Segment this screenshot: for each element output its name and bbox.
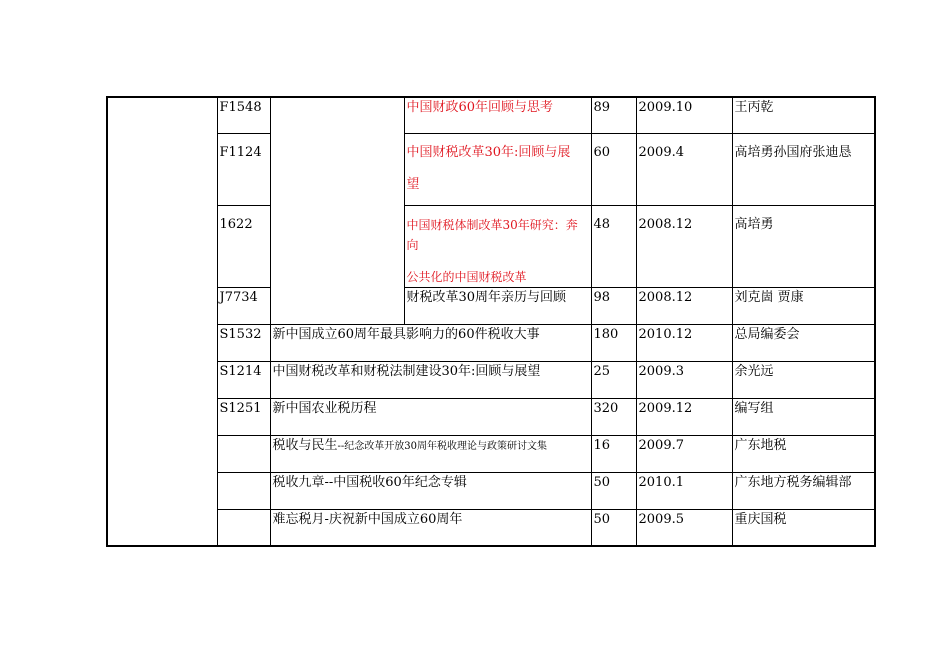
- pages-cell: 16: [591, 435, 636, 472]
- code-cell: F1548: [217, 97, 270, 133]
- table-row: [107, 435, 875, 472]
- table-row: [107, 398, 875, 435]
- table-row: [107, 97, 875, 133]
- author-cell: 重庆国税: [732, 509, 875, 546]
- code-cell: J7734: [217, 287, 270, 324]
- author-cell: 余光远: [732, 361, 875, 398]
- table-row: [107, 509, 875, 546]
- title-cell: [270, 435, 591, 472]
- title-line-1: 中国财税体制改革30年研究：奔向: [406, 217, 578, 252]
- date-cell: 2009.4: [636, 133, 732, 205]
- pages-cell: 25: [591, 361, 636, 398]
- code-cell: S1251: [217, 398, 270, 435]
- table-row: [107, 472, 875, 509]
- title-main: 税收与民生: [272, 437, 338, 453]
- pages-cell: 48: [591, 205, 636, 287]
- pages-cell: 98: [591, 287, 636, 324]
- pages-cell: 50: [591, 472, 636, 509]
- author-cell: 高培勇: [732, 205, 875, 287]
- table-row: [107, 287, 875, 324]
- title-cell: [404, 205, 591, 287]
- title-cell: 税收九章--中国税收60年纪念专辑: [270, 472, 591, 509]
- title-cell: 新中国农业税历程: [270, 398, 591, 435]
- date-cell: 2009.3: [636, 361, 732, 398]
- date-cell: 2009.7: [636, 435, 732, 472]
- pages-cell: 50: [591, 509, 636, 546]
- title-cell: 中国财税改革和财税法制建设30年:回顾与展望: [270, 361, 591, 398]
- pages-cell: 89: [591, 97, 636, 133]
- merged-blank-cell: [270, 97, 404, 324]
- code-cell: 1622: [217, 205, 270, 287]
- table-row: [107, 324, 875, 361]
- code-cell: [217, 509, 270, 546]
- pages-cell: 60: [591, 133, 636, 205]
- code-cell: [217, 435, 270, 472]
- table-row: [107, 133, 875, 205]
- code-cell: S1532: [217, 324, 270, 361]
- author-cell: 编写组: [732, 398, 875, 435]
- date-cell: 2009.10: [636, 97, 732, 133]
- title-line-2: 望: [406, 176, 420, 192]
- date-cell: 2008.12: [636, 287, 732, 324]
- title-cell: [404, 133, 591, 205]
- table-row: [107, 205, 875, 287]
- author-cell: 广东地方税务编辑部: [732, 472, 875, 509]
- author-cell: 刘克崮 贾康: [732, 287, 875, 324]
- table-row: [107, 361, 875, 398]
- title-cell: 中国财政60年回顾与思考: [404, 97, 591, 133]
- title-line-2: 公共化的中国财税改革: [406, 269, 527, 284]
- pages-cell: 180: [591, 324, 636, 361]
- title-cell: 难忘税月-庆祝新中国成立60周年: [270, 509, 591, 546]
- date-cell: 2010.1: [636, 472, 732, 509]
- pages-cell: 320: [591, 398, 636, 435]
- category-cell: [107, 97, 217, 546]
- date-cell: 2009.12: [636, 398, 732, 435]
- code-cell: F1124: [217, 133, 270, 205]
- date-cell: 2008.12: [636, 205, 732, 287]
- code-cell: S1214: [217, 361, 270, 398]
- author-cell: 高培勇孙国府张迪恳: [732, 133, 875, 205]
- author-cell: 总局编委会: [732, 324, 875, 361]
- date-cell: 2009.5: [636, 509, 732, 546]
- title-subtitle: --纪念改革开放30周年税收理论与政策研讨文集: [337, 440, 547, 452]
- author-cell: 广东地税: [732, 435, 875, 472]
- title-cell: 财税改革30周年亲历与回顾: [404, 287, 591, 324]
- title-line-1: 中国财税改革30年:回顾与展: [406, 144, 571, 160]
- code-cell: [217, 472, 270, 509]
- book-table: [106, 96, 876, 547]
- author-cell: 王丙乾: [732, 97, 875, 133]
- title-cell: 新中国成立60周年最具影响力的60件税收大事: [270, 324, 591, 361]
- date-cell: 2010.12: [636, 324, 732, 361]
